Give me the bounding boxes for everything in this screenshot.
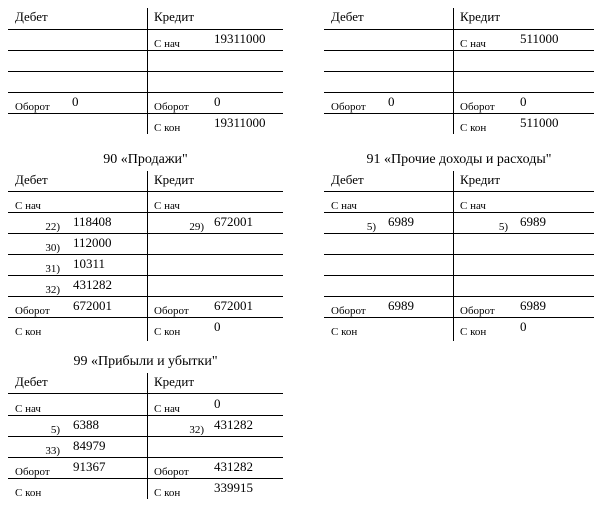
credit-close-value: 0 (214, 319, 221, 334)
debit-turnover-value: 0 (72, 94, 79, 109)
debit-header: Дебет (15, 172, 48, 187)
debit-close-label: С кон (15, 487, 42, 499)
row-rule (8, 233, 283, 234)
debit-turnover-label: Оборот (15, 101, 50, 113)
credit-close-label: С кон (154, 326, 181, 338)
row-rule (8, 317, 283, 318)
row-rule (8, 457, 283, 458)
debit-turnover-label: Оборот (15, 305, 50, 317)
row-rule (324, 296, 594, 297)
row-rule (8, 254, 283, 255)
credit-open-value: 511000 (520, 31, 559, 46)
entry-ref: 30) (45, 242, 60, 254)
credit-close-value: 511000 (520, 115, 559, 130)
debit-open-label: С нач (15, 403, 41, 415)
debit-turnover-value: 91367 (73, 459, 106, 474)
entry-amount: 84979 (73, 438, 106, 453)
debit-open-label: С нач (15, 200, 41, 212)
debit-header: Дебет (15, 374, 48, 389)
credit-close-label: С кон (154, 122, 181, 134)
entry-amount: 431282 (214, 417, 253, 432)
entry-amount: 118408 (73, 214, 112, 229)
credit-close-label: С кон (154, 487, 181, 499)
debit-header: Дебет (331, 9, 364, 24)
row-rule (8, 113, 283, 114)
credit-turnover-value: 672001 (214, 298, 253, 313)
row-rule (8, 275, 283, 276)
credit-close-value: 0 (520, 319, 527, 334)
row-rule (8, 212, 283, 213)
debit-open-label: С нач (331, 200, 357, 212)
debit-turnover-label: Оборот (331, 305, 366, 317)
entry-amount: 672001 (214, 214, 253, 229)
entry-amount: 10311 (73, 256, 106, 271)
t-divider (147, 171, 148, 341)
debit-header: Дебет (15, 9, 48, 24)
entry-amount: 6388 (73, 417, 99, 432)
debit-close-label: С кон (331, 326, 358, 338)
row-rule (8, 436, 283, 437)
account-title: 99 «Прибыли и убытки" (73, 354, 218, 369)
credit-turnover-label: Оборот (460, 101, 495, 113)
credit-open-label: С нач (154, 38, 180, 50)
credit-close-value: 339915 (214, 480, 253, 495)
credit-header: Кредит (154, 9, 195, 24)
account-title: 91 «Прочие доходы и расходы" (366, 152, 552, 167)
row-rule (8, 478, 283, 479)
row-rule (8, 71, 283, 72)
credit-close-label: С кон (460, 326, 487, 338)
entry-amount: 112000 (73, 235, 112, 250)
credit-turnover-value: 6989 (520, 298, 546, 313)
credit-turnover-label: Оборот (154, 305, 189, 317)
entry-ref: 31) (45, 263, 60, 275)
debit-close-label: С кон (15, 326, 42, 338)
credit-turnover-label: Оборот (154, 101, 189, 113)
entry-ref: 33) (45, 445, 60, 457)
credit-turnover-value: 0 (520, 94, 527, 109)
row-rule (8, 50, 283, 51)
entry-amount: 6989 (520, 214, 546, 229)
header-rule (8, 191, 283, 192)
entry-amount: 431282 (73, 277, 112, 292)
row-rule (324, 317, 594, 318)
entry-ref: 5) (366, 221, 376, 233)
entry-ref: 5) (50, 424, 60, 436)
credit-close-value: 19311000 (214, 115, 266, 130)
header-rule (324, 29, 594, 30)
row-rule (324, 113, 594, 114)
credit-turnover-label: Оборот (460, 305, 495, 317)
t-divider (453, 171, 454, 341)
row-rule (8, 92, 283, 93)
credit-open-label: С нач (154, 403, 180, 415)
credit-open-label: С нач (460, 200, 486, 212)
row-rule (324, 92, 594, 93)
row-rule (324, 50, 594, 51)
row-rule (324, 212, 594, 213)
credit-open-value: 0 (214, 396, 221, 411)
row-rule (324, 233, 594, 234)
credit-turnover-value: 0 (214, 94, 221, 109)
row-rule (324, 254, 594, 255)
row-rule (324, 71, 594, 72)
credit-header: Кредит (154, 172, 195, 187)
account-title: 90 «Продажи" (103, 152, 188, 167)
debit-turnover-value: 6989 (388, 298, 414, 313)
header-rule (324, 191, 594, 192)
credit-turnover-label: Оборот (154, 466, 189, 478)
credit-open-label: С нач (154, 200, 180, 212)
debit-turnover-label: Оборот (331, 101, 366, 113)
entry-ref: 22) (45, 221, 60, 233)
credit-header: Кредит (460, 9, 501, 24)
credit-close-label: С кон (460, 122, 487, 134)
credit-turnover-value: 431282 (214, 459, 253, 474)
credit-header: Кредит (460, 172, 501, 187)
header-rule (8, 29, 283, 30)
debit-turnover-value: 672001 (73, 298, 112, 313)
debit-turnover-label: Оборот (15, 466, 50, 478)
entry-amount: 6989 (388, 214, 414, 229)
entry-ref: 32) (189, 424, 204, 436)
credit-header: Кредит (154, 374, 195, 389)
row-rule (8, 296, 283, 297)
credit-open-label: С нач (460, 38, 486, 50)
entry-ref: 5) (498, 221, 508, 233)
entry-ref: 32) (45, 284, 60, 296)
entry-ref: 29) (189, 221, 204, 233)
row-rule (8, 415, 283, 416)
row-rule (324, 275, 594, 276)
credit-open-value: 19311000 (214, 31, 266, 46)
header-rule (8, 393, 283, 394)
debit-header: Дебет (331, 172, 364, 187)
debit-turnover-value: 0 (388, 94, 395, 109)
